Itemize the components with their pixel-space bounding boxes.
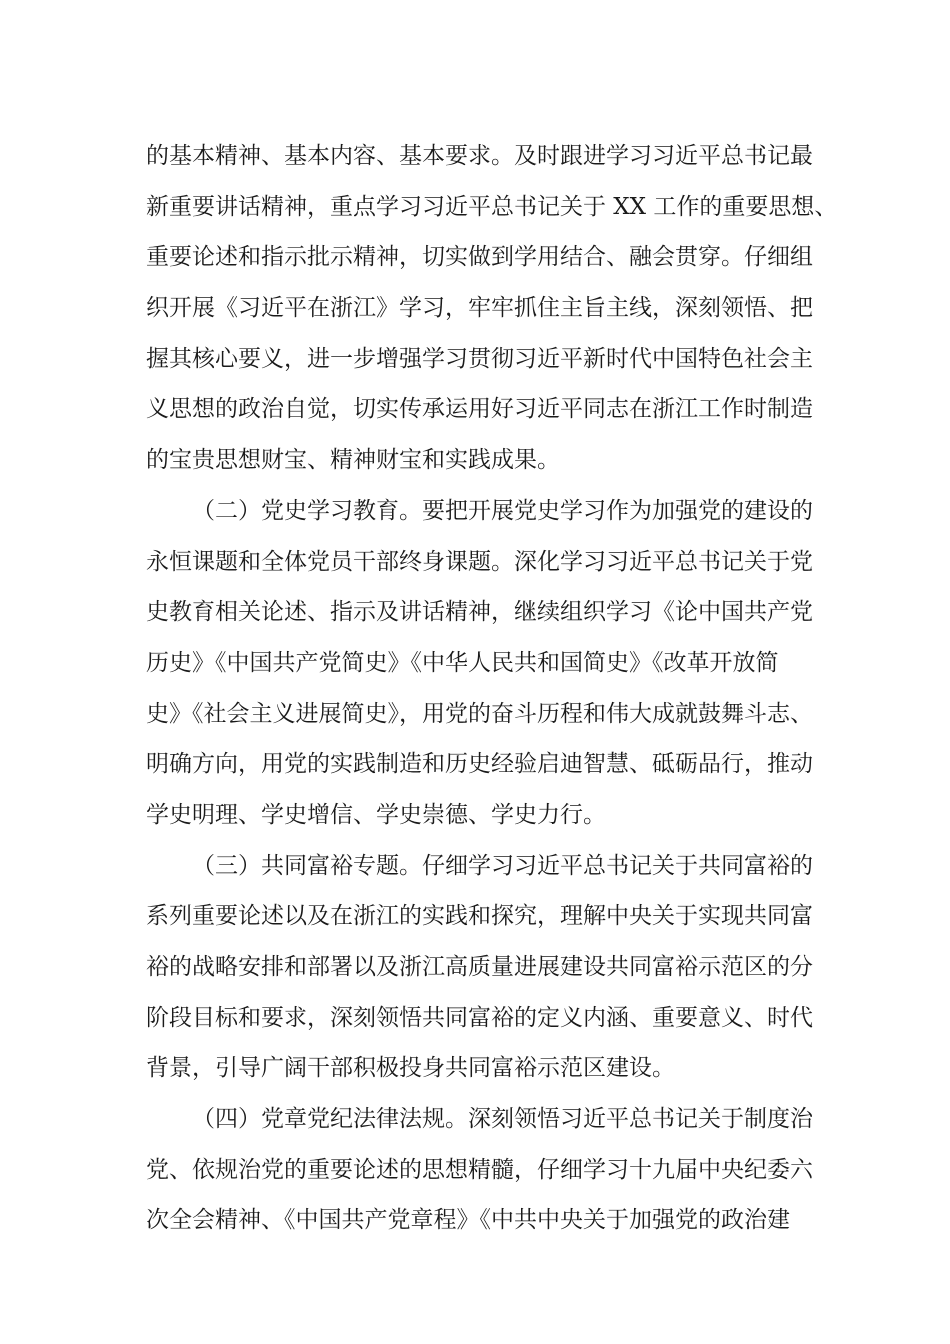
- section-heading-line: （三）共同富裕专题。仔细学习习近平总书记关于共同富裕的: [192, 852, 813, 879]
- text-line: 明确方向，用党的实践制造和历史经验启迪智慧、砥砺品行，推动: [146, 751, 813, 778]
- text-line: 裕的战略安排和部署以及浙江高质量进展建设共同富裕示范区的分: [146, 954, 813, 980]
- text-line: 党、依规治党的重要论述的思想精髓，仔细学习十九届中央纪委六: [146, 1156, 813, 1183]
- text-line: 史教育相关论述、指示及讲话精神，继续组织学习《论中国共产党: [146, 599, 813, 626]
- section-heading-line: （四）党章党纪法律法规。深刻领悟习近平总书记关于制度治: [192, 1106, 813, 1133]
- text-line: 的宝贵思想财宝、精神财宝和实践成果。: [146, 447, 560, 474]
- text-line: 织开展《习近平在浙江》学习，牢牢抓住主旨主线，深刻领悟、把: [146, 295, 813, 322]
- text-line: 重要论述和指示批示精神，切实做到学用结合、融会贯穿。仔细组: [146, 244, 813, 271]
- text-line: 义思想的政治自觉，切实传承运用好习近平同志在浙江工作时制造: [146, 396, 813, 423]
- text-line: 学史明理、学史增信、学史崇德、学史力行。: [146, 801, 606, 828]
- text-line: 系列重要论述以及在浙江的实践和探究，理解中央关于实现共同富: [146, 903, 813, 930]
- text-line: 握其核心要义，进一步增强学习贯彻习近平新时代中国特色社会主: [146, 345, 813, 372]
- text-line: 永恒课题和全体党员干部终身课题。深化学习习近平总书记关于党: [146, 548, 813, 575]
- text-line: 的基本精神、基本内容、基本要求。及时跟进学习习近平总书记最: [146, 143, 813, 169]
- text-line: 历史》《中国共产党简史》《中华人民共和国简史》《改革开放简: [146, 649, 779, 676]
- document-body: [146, 131, 838, 1246]
- text-line: 背景，引导广阔干部积极投身共同富裕示范区建设。: [146, 1055, 675, 1082]
- text-line: 史》《社会主义进展简史》，用党的奋斗历程和伟大成就鼓舞斗志、: [146, 700, 813, 727]
- text-line: 次全会精神、《中国共产党章程》《中共中央关于加强党的政治建: [146, 1207, 790, 1234]
- text-line: 新重要讲话精神，重点学习习近平总书记关于 XX 工作的重要思想、: [146, 193, 838, 220]
- section-heading-line: （二）党史学习教育。要把开展党史学习作为加强党的建设的: [192, 497, 813, 524]
- text-line: 阶段目标和要求，深刻领悟共同富裕的定义内涵、重要意义、时代: [146, 1004, 813, 1031]
